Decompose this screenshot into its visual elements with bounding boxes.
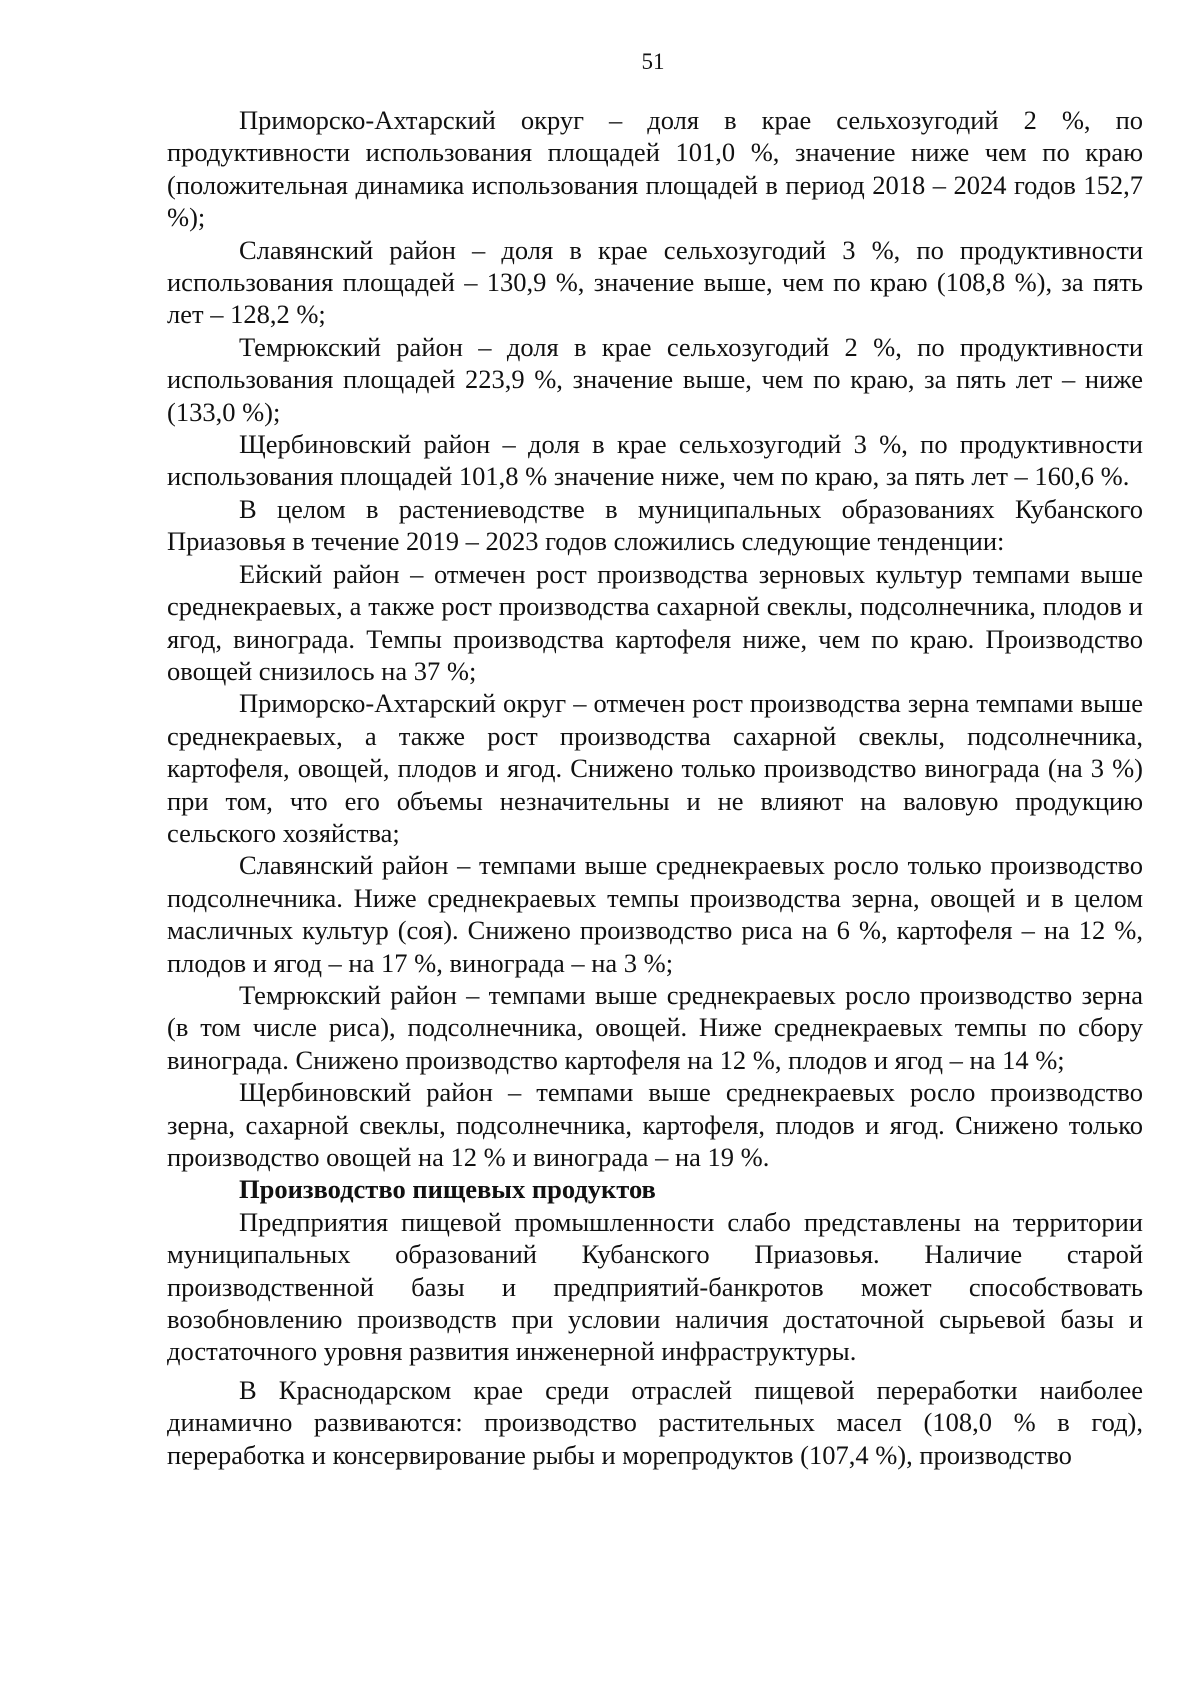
paragraph-primorsko-akhtarsky-land-share: Приморско-Ахтарский округ – доля в крае сельхозугодий 2 %, по продуктивности использования площадей 101,0 %, значение ниже чем по краю (положительная динамика использования площадей в период 2018 – 2024 годов 152,7 %); xyxy=(167,105,1143,233)
paragraph-temryuksky-crop-trends: Темрюкский район – темпами выше среднекраевых росло производство зерна (в том числе риса), подсолнечника, овощей. Ниже среднекраевых темпы по сбору винограда. Снижено производство картофеля на 12 %, плодов и ягод – на 14 %; xyxy=(167,979,1143,1075)
paragraph-yeysky-crop-trends: Ейский район – отмечен рост производства зерновых культур темпами выше среднекраевых, а также рост производства сахарной свеклы, подсолнечника, плодов и ягод, винограда. Темпы производства картофеля ниже, чем по краю. Производство овощей снизилось на 37 %; xyxy=(167,558,1143,686)
paragraph-food-industry-overview: Предприятия пищевой промышленности слабо представлены на территории муниципальных образований Кубанского Приазовья. Наличие старой производственной базы и предприятий-банкротов может способствовать возобновлению производств при условии наличия достаточной сырьевой базы и достаточного уровня развития инженерной инфраструктуры. xyxy=(167,1206,1143,1367)
paragraph-slavyansky-crop-trends: Славянский район – темпами выше среднекраевых росло только производство подсолнечника. Ниже среднекраевых темпы производства зерна, овощей и в целом масличных культур (соя). Снижено производство риса на 6 %, картофеля – на 12 %, плодов и ягод – на 17 %, винограда – на 3 %; xyxy=(167,850,1143,978)
section-heading-food-production: Производство пищевых продуктов xyxy=(239,1174,656,1205)
paragraph-temryuksky-land-share: Темрюкский район – доля в крае сельхозугодий 2 %, по продуктивности использования площадей 223,9 %, значение выше, чем по краю, за пять лет – ниже (133,0 %); xyxy=(167,331,1143,427)
paragraph-slavyansky-land-share: Славянский район – доля в крае сельхозугодий 3 %, по продуктивности использования площадей – 130,9 %, значение выше, чем по краю (108,8 %), за пять лет – 128,2 %; xyxy=(167,234,1143,330)
page-number: 51 xyxy=(641,49,665,74)
paragraph-krasnodar-food-processing: В Краснодарском крае среди отраслей пищевой переработки наиболее динамично развиваются: производство растительных масел (108,0 % в год), переработка и консервирование рыбы и морепродуктов (107,4 %), производство xyxy=(167,1374,1143,1470)
document-body xyxy=(167,104,1143,1471)
paragraph-primorsko-akhtarsky-crop-trends: Приморско-Ахтарский округ – отмечен рост производства зерна темпами выше среднекраевых, а также рост производства сахарной свеклы, подсолнечника, картофеля, овощей, плодов и ягод. Снижено только производство винограда (на 3 %) при том, что его объемы незначительны и не влияют на валовую продукцию сельского хозяйства; xyxy=(167,688,1143,848)
paragraph-shcherbinovsky-land-share: Щербиновский район – доля в крае сельхозугодий 3 %, по продуктивности использования площадей 101,8 % значение ниже, чем по краю, за пять лет – 160,6 %. xyxy=(167,429,1143,492)
paragraph-crop-trends-intro: В целом в растениеводстве в муниципальных образованиях Кубанского Приазовья в течение 2019 – 2023 годов сложились следующие тенденции: xyxy=(167,493,1143,557)
paragraph-shcherbinovsky-crop-trends: Щербиновский район – темпами выше среднекраевых росло производство зерна, сахарной свеклы, подсолнечника, картофеля, плодов и ягод. Снижено только производство овощей на 12 % и винограда – на 19 %. xyxy=(167,1077,1143,1172)
